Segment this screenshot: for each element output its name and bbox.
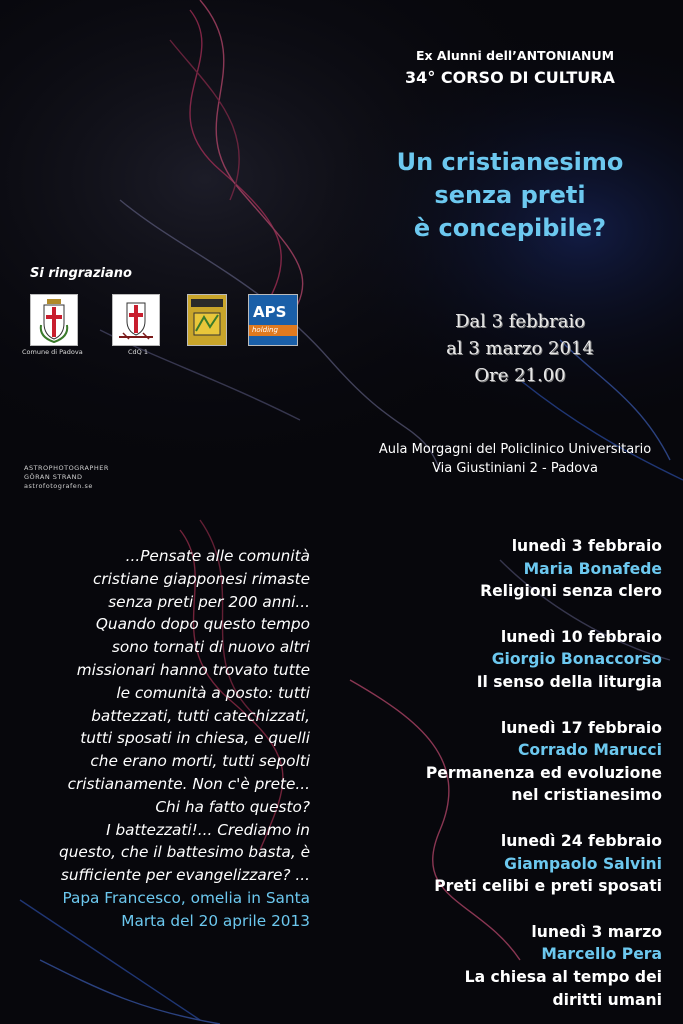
quote-line: tutti sposati in chiesa, e quelli: [80, 729, 310, 748]
schedule-speaker: Corrado Marucci: [517, 741, 662, 760]
schedule-topic: La chiesa al tempo dei: [464, 967, 662, 986]
schedule-topic: Permanenza ed evoluzione: [425, 763, 662, 782]
schedule-item: [380, 626, 662, 694]
organizer-name: Ex Alunni dell’ANTONIANUM: [415, 48, 615, 63]
quote-line: questo, che il battesimo basta, è: [58, 843, 310, 862]
quote-line: I battezzati!... Crediamo in: [106, 820, 310, 839]
quote-source-line-2: Marta del 20 aprile 2013: [121, 911, 310, 930]
aps-holding-logo: [248, 294, 298, 346]
aps-logo-subtext: holding: [249, 325, 297, 336]
photo-credit-line-3: astrofotografen.se: [24, 482, 93, 490]
schedule-speaker: Maria Bonafede: [523, 559, 662, 578]
quote-line: ...Pensate alle comunità: [125, 547, 310, 565]
logo-caption-padova: Comune di Padova: [22, 348, 83, 356]
sponsor-logo-yellow: [187, 294, 227, 346]
schedule-speaker: Giorgio Bonaccorso: [491, 650, 662, 669]
schedule-speaker: Giampaolo Salvini: [504, 854, 662, 873]
title-line-3: è concepibile?: [413, 214, 607, 242]
quote-line: Chi ha fatto questo?: [155, 797, 310, 816]
event-dates: [420, 308, 620, 389]
quote-line: Quando dopo questo tempo: [95, 615, 310, 634]
event-title: [360, 146, 660, 245]
venue-line-1: Aula Morgagni del Policlinico Universitario: [378, 442, 652, 457]
cdq1-logo: [112, 294, 160, 346]
title-line-2: senza preti: [434, 181, 586, 209]
thanks-label: Si ringraziano: [30, 266, 132, 281]
lecture-schedule: [380, 535, 662, 1011]
quote-line: cristianamente. Non c'è prete...: [67, 774, 310, 793]
schedule-speaker: Marcello Pera: [541, 945, 662, 964]
quote-line: battezzati, tutti catechizzati,: [91, 706, 310, 725]
schedule-topic-line-2: nel cristianesimo: [511, 786, 662, 805]
schedule-topic-line-2: diritti umani: [552, 990, 662, 1009]
quote-line: cristiane giapponesi rimaste: [92, 569, 310, 588]
photo-credit-line-2: GÖRAN STRAND: [24, 473, 83, 481]
schedule-item: [380, 921, 662, 1011]
schedule-topic: Religioni senza clero: [480, 582, 662, 601]
course-title: 34° CORSO DI CULTURA: [405, 68, 615, 87]
pope-quote: [20, 545, 310, 933]
schedule-date: lunedì 24 febbraio: [500, 831, 662, 850]
schedule-item: [380, 717, 662, 807]
dates-line-3: Ore 21.00: [474, 365, 566, 386]
dates-line-1: Dal 3 febbraio: [454, 311, 586, 332]
venue-line-2: Via Giustiniani 2 - Padova: [432, 461, 598, 476]
padova-coat-of-arms-logo: [30, 294, 78, 346]
schedule-item: [380, 535, 662, 603]
quote-line: le comunità a posto: tutti: [116, 683, 310, 702]
quote-line: sono tornati di nuovo altri: [111, 638, 310, 657]
schedule-topic: Il senso della liturgia: [476, 672, 662, 691]
quote-line: sufficiente per evangelizzare? ...: [60, 866, 310, 885]
photo-credit-line-1: ASTROPHOTOGRAPHER: [24, 464, 109, 472]
logo-caption-cdq1: CdQ 1: [128, 348, 148, 356]
schedule-date: lunedì 17 febbraio: [500, 718, 662, 737]
schedule-date: lunedì 3 marzo: [531, 922, 662, 941]
aps-logo-text: APS: [253, 303, 287, 321]
photo-credit: [24, 464, 109, 491]
quote-line: che erano morti, tutti sepolti: [90, 752, 310, 771]
venue: [360, 440, 670, 478]
schedule-date: lunedì 3 febbraio: [511, 537, 662, 555]
schedule-topic: Preti celibi e preti sposati: [434, 877, 662, 896]
schedule-date: lunedì 10 febbraio: [500, 627, 662, 646]
quote-source-line-1: Papa Francesco, omelia in Santa: [62, 888, 310, 907]
schedule-item: [380, 830, 662, 898]
dates-line-2: al 3 marzo 2014: [446, 338, 594, 359]
title-line-1: Un cristianesimo: [396, 148, 624, 176]
quote-line: missionari hanno trovato tutte: [76, 660, 310, 679]
quote-line: senza preti per 200 anni...: [108, 592, 310, 611]
